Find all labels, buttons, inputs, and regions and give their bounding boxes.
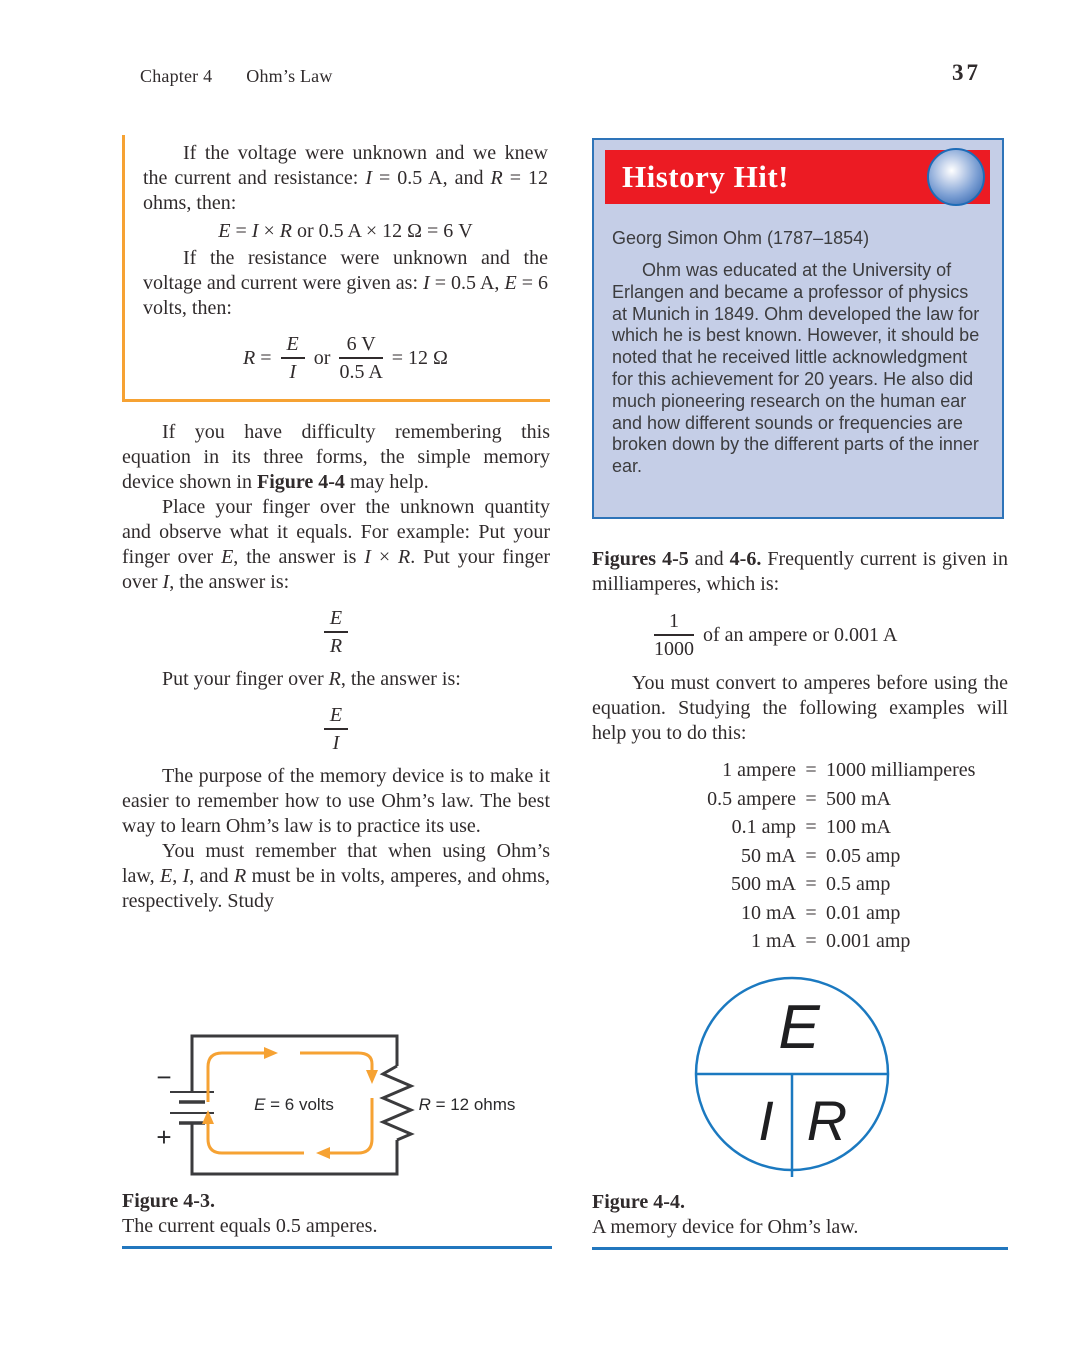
fraction-denominator: I [289, 361, 296, 383]
paragraph: Place your finger over the unknown quantity and observe what it equals. For example: Put your finger over E, the answer is I × R. Put your finger over I, the answer is: [122, 496, 550, 593]
right-column [592, 547, 1008, 956]
caption-text: A memory device for Ohm’s law. [592, 1216, 859, 1238]
paragraph: The purpose of the memory device is to make it easier to remember how to use Ohm’s law. The best way to learn Ohm’s law is to practice its use. [122, 765, 550, 837]
conversion-left: 0.5 ampere [707, 787, 796, 810]
equals-sign: = [805, 816, 817, 838]
fraction-6v-over-05a [339, 333, 382, 383]
conversion-left: 500 mA [731, 873, 796, 895]
figure-reference-paragraph: Figures 4-5 and 4-6. Frequently current is given in milliamperes, which is: [592, 548, 1008, 595]
paragraph: You must remember that when using Ohm’s law, E, I, and R must be in volts, amperes, and ohms, respectively. Study [122, 840, 551, 912]
equation-e-ir: E = I × R or 0.5 A × 12 Ω = 6 V [218, 220, 473, 242]
circuit-diagram [122, 1028, 552, 1178]
letter-r: R [806, 1089, 848, 1152]
running-head [140, 66, 333, 87]
battery-plus-label: + [156, 1122, 172, 1152]
paragraph: If the voltage were unknown and we knew the current and resistance: I = 0.5 A, and R = 12 ohms, then: [143, 142, 548, 214]
conversion-right: 0.5 amp [826, 873, 891, 895]
equals-sign: = [805, 873, 817, 895]
equation-result: = 12 Ω [391, 346, 448, 369]
page-number: 37 [952, 60, 981, 85]
equation-lhs: R = [243, 346, 272, 369]
equals-sign: = [805, 759, 817, 781]
conversion-row [644, 899, 1008, 928]
conversion-left: 1 ampere [722, 759, 796, 781]
fraction-denominator: 1000 [654, 638, 694, 660]
conversion-left: 1 mA [751, 930, 796, 952]
conversion-row [644, 785, 1008, 814]
resistance-label: R = 12 ohms [418, 1095, 516, 1114]
conversion-right: 0.05 amp [826, 844, 901, 867]
conversion-list [644, 756, 1008, 956]
letter-i: I [758, 1089, 774, 1152]
conversion-right: 0.001 amp [826, 930, 911, 952]
letter-e: E [778, 993, 820, 1062]
chapter-number: Chapter 4 [140, 66, 213, 86]
figure-4-4 [592, 974, 1008, 1250]
column-rule [122, 1246, 552, 1249]
paragraph: You must convert to amperes before using the equation. Studying the following examples will help you to do this: [592, 672, 1008, 744]
history-subject: Georg Simon Ohm (1787–1854) [612, 228, 870, 248]
conversion-right: 500 mA [826, 787, 891, 810]
equals-sign: = [805, 901, 817, 924]
caption-title: Figure 4-4. [592, 1191, 685, 1213]
left-column [122, 135, 550, 914]
fraction-denominator: I [332, 732, 340, 754]
conversion-right: 100 mA [826, 816, 891, 838]
chapter-title: Ohm’s Law [246, 66, 333, 86]
paragraph: Put your finger over R, the answer is: [162, 668, 461, 690]
history-hit-title: History Hit! [622, 159, 789, 194]
fraction-denominator: R [329, 635, 343, 657]
fraction-denominator: 0.5 A [339, 361, 383, 383]
figure-4-4-caption [592, 1190, 1008, 1240]
caption-title: Figure 4-3. [122, 1190, 215, 1212]
paragraph: If you have difficulty remembering this equation in its three forms, the simple memory device shown in Figure 4-4 may help. [122, 421, 550, 493]
conversion-right: 0.01 amp [826, 901, 901, 924]
wire-bottom [192, 1124, 397, 1174]
fraction-e-over-i [122, 704, 550, 754]
equals-sign: = [805, 844, 817, 867]
fraction-numerator: 6 V [339, 333, 382, 359]
conversion-left: 10 mA [741, 901, 796, 924]
history-hit-banner [605, 150, 990, 204]
memory-device-diagram [687, 974, 907, 1179]
conversion-right: 1000 milliamperes [826, 759, 976, 781]
conversion-row [644, 756, 1008, 785]
fraction-e-over-r [122, 607, 550, 657]
conversion-row [644, 927, 1008, 956]
conversion-row [644, 813, 1008, 842]
equation-r-ei [143, 333, 548, 383]
example-box [122, 135, 550, 402]
conversion-left: 50 mA [741, 844, 796, 867]
history-body: Ohm was educated at the University of Erlangen and became a professor of physics at Munich in 1849. Ohm developed the law for which he is best known. However, it should be noted that he received little acknowledgment for this achievement for 20 years. He also did much pioneering research on the human ear and how different sounds or frequencies are broken down by the different parts of the inner ear. [612, 260, 980, 477]
wire-top [192, 1036, 397, 1092]
battery-minus-label: − [156, 1062, 172, 1092]
milliampere-fraction-line [654, 610, 1008, 660]
fraction-numerator: E [324, 607, 348, 633]
fraction-e-over-i [281, 333, 305, 383]
equals-sign: = [805, 787, 817, 810]
voltage-label: E = 6 volts [254, 1095, 334, 1114]
fraction-numerator: 1 [654, 610, 694, 636]
sphere-icon [927, 148, 985, 206]
fraction-numerator: E [281, 333, 305, 359]
paragraph: If the resistance were unknown and the voltage and current were given as: I = 0.5 A, E = 6 volts, then: [143, 247, 549, 319]
conversion-row [644, 842, 1008, 871]
conversion-row [644, 870, 1008, 899]
caption-text: The current equals 0.5 amperes. [122, 1215, 378, 1237]
fraction-1-over-1000 [654, 610, 694, 660]
column-rule [592, 1247, 1008, 1250]
resistor-zigzag [383, 1066, 411, 1140]
history-hit-box [592, 138, 1004, 519]
fraction-rest-text: of an ampere or 0.001 A [703, 623, 898, 646]
figure-4-3 [122, 1028, 552, 1249]
equals-sign: = [805, 930, 817, 952]
figure-4-3-caption [122, 1189, 552, 1239]
fraction-numerator: E [324, 704, 348, 730]
conversion-left: 0.1 amp [731, 816, 796, 838]
equation-or: or [313, 346, 331, 369]
